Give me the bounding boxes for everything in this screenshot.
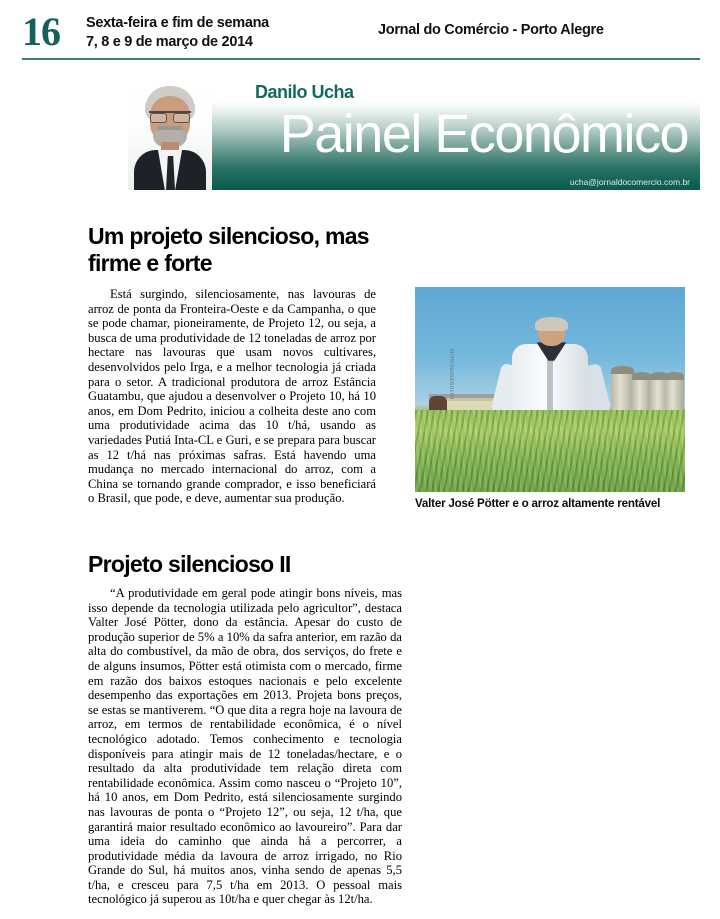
columnist-email[interactable]: ucha@jornaldocomercio.com.br	[569, 177, 690, 187]
date-line-weekday: Sexta-feira e fim de semana	[86, 15, 269, 31]
article-photo	[415, 287, 685, 492]
columnist-name: Danilo Ucha	[255, 82, 354, 102]
photo-credit: FOTOS/ESPECIAL/JC	[449, 347, 455, 400]
article-body-2: “A produtividade em geral pode atingir bons níveis, mas isso depende da tecnologia utilizada pelo agricultor”, destaca Valter José Pötter, dono da estância. Apesar do custo de produção superior de 5% a 10% da safra anterior, em razão da alta do combustível, da mão de obra, dos serviços, do frete e de alguns insumos, Pötter está otimista com o mercado, firme em razão dos baixos estoques nacionais e pelo excelente desempenho das exportações em 2013. Projeta bons preços, se estas se mantiverem. “O que dita a regra hoje na lavoura de arroz, em termos de rentabilidade econômica, é o nível tecnológico adotado. Temos conhecimento e tecnologia disponíveis para atingir mais de 12 toneladas/hectare, e o resultado da alta produtividade tem relação direta com rentabilidade econômica. Assim como nasceu o “Projeto 10”, há 10 anos, em Dom Pedrito, está silenciosamente surgindo nas lavouras de ponta o “Projeto 12”, ou seja, 12 t/ha, que garantirá maior resultado econômico ao lavoureiro”. Para dar uma ideia do caminho que ainda há a percorrer, a produtividade média da lavoura de arroz irrigado, no Rio Grande do Sul, há muitos anos, vinha sendo de apenas 5,5 t/ha, e cresceu para 7,5 t/ha em 2013. O pessoal mais tecnológico já superou as 10t/ha e quer chegar às 12t/ha.	[88, 586, 402, 907]
columnist-portrait	[128, 84, 212, 190]
article-headline-2: Projeto silencioso II	[88, 551, 291, 577]
column-title: Painel Econômico	[279, 104, 688, 164]
column-banner	[170, 101, 700, 190]
article-headline-1: Um projeto silencioso, mas firme e forte	[88, 223, 369, 276]
photo-caption: Valter José Pötter e o arroz altamente rentável	[415, 497, 661, 510]
article-photo-figure	[415, 287, 685, 492]
photo-man-hair	[535, 317, 567, 331]
glasses-icon	[149, 111, 191, 122]
date-block	[86, 10, 269, 52]
photo-rice-field	[415, 410, 685, 492]
header-divider	[22, 58, 700, 60]
date-line-date: 7, 8 e 9 de março de 2014	[86, 34, 253, 50]
page-number: 16	[22, 9, 60, 54]
article-body-1: Está surgindo, silenciosamente, nas lavouras de arroz de ponta da Fronteira-Oeste e da Campanha, o que se pode chamar, pioneiramente, de Projeto 12, ou seja, a busca de uma produtividade de 12 toneladas de arroz por hectare nas lavouras que usam novos cultivares, desenvolvidos pelo Irga, e a melhor tecnologia já criada para o setor. A tradicional produtora de arroz Estância Guatambu, que ajudou a desenvolver o Projeto 10, há 10 anos, em Dom Pedrito, iniciou a colheita deste ano com uma produtividade acima das 10 t/há, usando as variedades Putiá Inta-CL e Guri, e se prepara para buscar as 12 t/há nas próximas safras. Está havendo uma mudança no mercado internacional do arroz, com a China se tornando grande comprador, e isso beneficiará o Brasil, que pode, e deve, aumentar sua produção.	[88, 287, 376, 506]
publication-name: Jornal do Comércio - Porto Alegre	[378, 22, 604, 38]
